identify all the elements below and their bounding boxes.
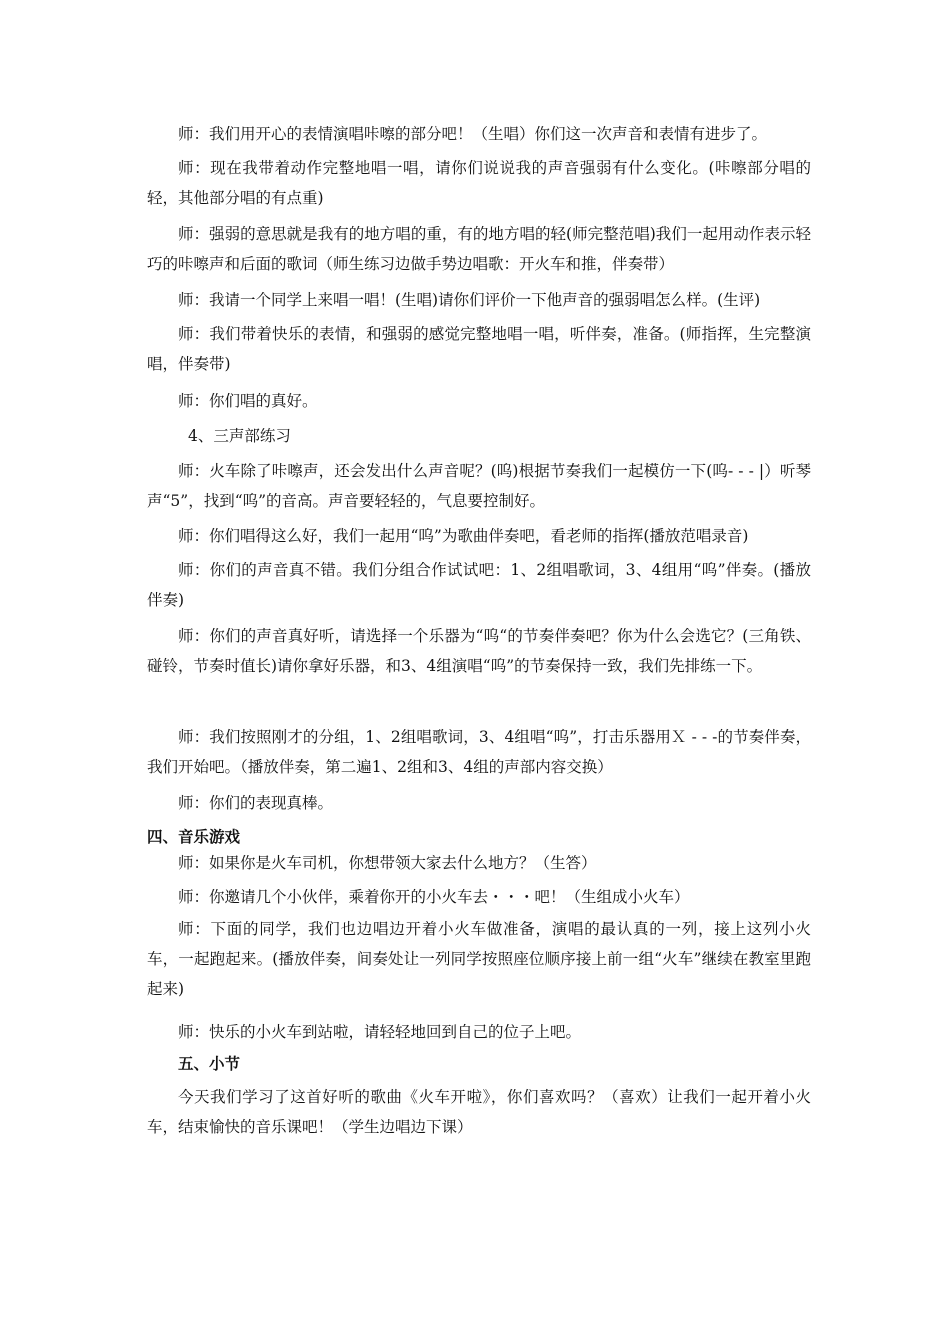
paragraph-6: 师：你们唱的真好。 bbox=[178, 392, 318, 410]
paragraph-9: 师：你们的声音真不错。我们分组合作试试吧：1、2组唱歌词，3、4组用“呜”伴奏。(播放伴奏) bbox=[147, 561, 811, 609]
paragraph-3: 师：强弱的意思就是我有的地方唱的重，有的地方唱的轻(师完整范唱)我们一起用动作表示轻巧的咔嚓声和后面的歌词（师生练习边做手势边唱歌：开火车和推，伴奏带） bbox=[147, 225, 811, 273]
paragraph-11: 师：我们按照刚才的分组，1、2组唱歌词，3、4组唱“呜”，打击乐器用Ｘ - - -的节奏伴奏，我们开始吧。（播放伴奏，第二遍1、2组和3、4组的声部内容交换） bbox=[147, 728, 811, 776]
paragraph-15: 师：下面的同学，我们也边唱边开着小火车做准备，演唱的最认真的一列，接上这列小火车，一起跑起来。(播放伴奏，间奏处让一列同学按照座位顺序接上前一组“火车”继续在教室里跑起来) bbox=[147, 920, 811, 998]
paragraph-14: 师：你邀请几个小伙伴，乘着你开的小火车去・・・吧！（生组成小火车） bbox=[178, 888, 690, 906]
paragraph-10: 师：你们的声音真好听，请选择一个乐器为“呜“的节奏伴奏吧？你为什么会选它？(三角铁、碰铃，节奏时值长)请你拿好乐器，和3、4组演唱“呜”的节奏保持一致，我们先排练一下。 bbox=[147, 627, 811, 675]
paragraph-7: 师：火车除了咔嚓声，还会发出什么声音呢？(呜)根据节奏我们一起模仿一下(呜- - - |）听琴声“5”，找到“呜”的音高。声音要轻轻的，气息要控制好。 bbox=[147, 462, 811, 510]
section-4-title: 4、三声部练习 bbox=[188, 427, 291, 445]
paragraph-17: 今天我们学习了这首好听的歌曲《火车开啦》，你们喜欢吗？（喜欢）让我们一起开着小火车，结束愉快的音乐课吧！（学生边唱边下课） bbox=[147, 1088, 811, 1136]
paragraph-2: 师：现在我带着动作完整地唱一唱，请你们说说我的声音强弱有什么变化。(咔嚓部分唱的轻，其他部分唱的有点重) bbox=[147, 159, 811, 207]
paragraph-5: 师：我们带着快乐的表情，和强弱的感觉完整地唱一唱，听伴奏，准备。(师指挥，生完整演唱，伴奏带) bbox=[147, 325, 811, 373]
section-heading-music-game: 四、音乐游戏 bbox=[147, 827, 241, 846]
paragraph-16: 师：快乐的小火车到站啦，请轻轻地回到自己的位子上吧。 bbox=[178, 1023, 582, 1041]
section-heading-summary: 五、小节 bbox=[178, 1054, 241, 1073]
paragraph-8: 师：你们唱得这么好，我们一起用“呜”为歌曲伴奏吧，看老师的指挥(播放范唱录音) bbox=[178, 527, 749, 545]
paragraph-1: 师：我们用开心的表情演唱咔嚓的部分吧！（生唱）你们这一次声音和表情有进步了。 bbox=[178, 125, 768, 143]
paragraph-12: 师：你们的表现真棒。 bbox=[178, 794, 334, 812]
paragraph-13: 师：如果你是火车司机，你想带领大家去什么地方？（生答） bbox=[178, 854, 597, 872]
paragraph-4: 师：我请一个同学上来唱一唱！(生唱)请你们评价一下他声音的强弱唱怎么样。(生评) bbox=[178, 291, 761, 309]
